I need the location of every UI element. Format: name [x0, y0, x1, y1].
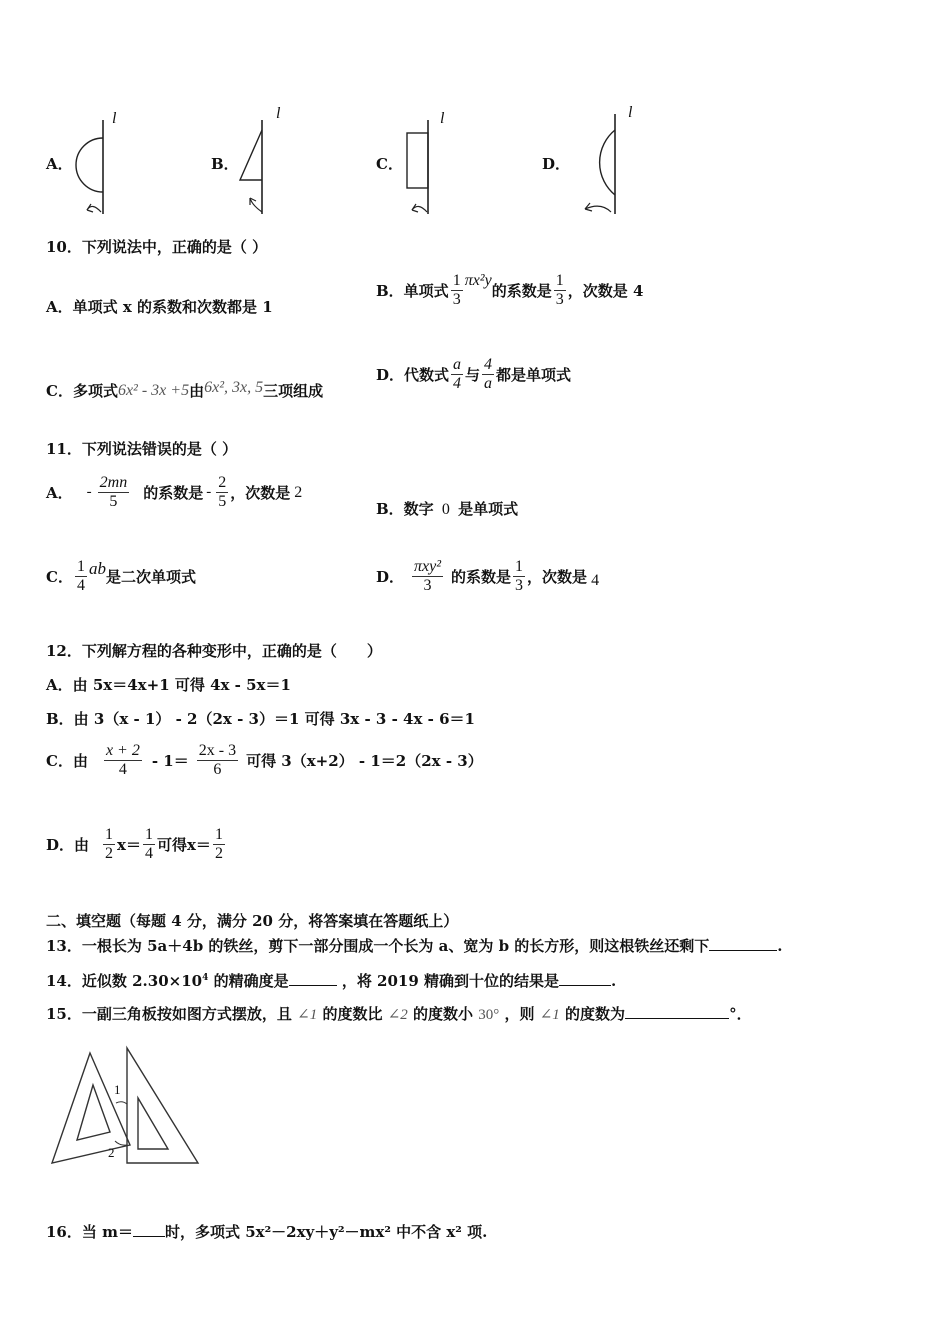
axis-label-c: l: [440, 110, 445, 127]
fraction: $\frac{1}{2}$: [105, 826, 114, 863]
q12-option-c: C．由 $\frac{x + 2}{4}$ - 1＝ $\frac{2x - 3}{6}$ 可得 3（x+2） - 1＝2（2x - 3）: [46, 742, 483, 779]
q11-option-c: C． $\frac{1}{4}$ ab 是二次单项式: [46, 558, 196, 595]
axis-label-d: l: [628, 104, 633, 121]
semicircle-rotation-figure: [70, 110, 140, 220]
fraction: $\frac{2}{5}$: [218, 474, 227, 511]
q11-option-b: B．数字 0 是单项式: [376, 500, 519, 518]
option-b-label: B．: [211, 155, 239, 173]
q12-option-a: A．由 5x＝4x+1 可得 4x - 5x＝1: [46, 676, 291, 694]
q11-stem: 11．下列说法错误的是（ ）: [46, 440, 238, 458]
q10-option-a: A．单项式 x 的系数和次数都是 1: [46, 298, 273, 316]
triangle-outer-left: [52, 1053, 130, 1163]
axis-label-b: l: [276, 105, 281, 122]
fraction: $\frac{2mn}{5}$: [99, 474, 128, 511]
fraction: $\frac{\text{πxy²}}{3}$: [414, 558, 442, 595]
q11-option-a: A． - $\frac{2mn}{5}$ 的系数是 - $\frac{2}{5}$ ，次数是 2: [46, 474, 303, 511]
set-squares-figure: [50, 1045, 210, 1170]
fraction: $\frac{1}{3}$: [555, 272, 564, 309]
section-heading: 二、填空题（每题 4 分，满分 20 分，将答案填在答题纸上）: [46, 912, 459, 930]
fraction: $\frac{a}{4}$: [453, 356, 462, 393]
large-semicircle-rotation-figure: [565, 106, 645, 218]
answer-blank[interactable]: [289, 973, 337, 986]
q10-option-c: C．多项式 6x² - 3x +5 由 6x², 3x, 5 三项组成: [46, 378, 324, 400]
answer-blank[interactable]: [559, 973, 611, 986]
q16: 16．当 m＝ 时，多项式 5x²－2xy＋y²－mx² 中不含 x² 项.: [46, 1223, 488, 1241]
fraction: $\frac{1}{4}$: [76, 558, 85, 595]
fraction: $\frac{1}{2}$: [214, 826, 223, 863]
answer-blank[interactable]: [133, 1224, 165, 1237]
option-c-label: C．: [376, 155, 403, 173]
q13: 13．一根长为 5a＋4b 的铁丝，剪下一部分围成一个长为 a、宽为 b 的长方形，则这根铁丝还剩下 .: [46, 937, 783, 955]
triangle-rotation-figure: [232, 110, 302, 220]
fraction: $\frac{4}{a}$: [484, 356, 493, 393]
fraction: $\frac{1}{4}$: [144, 826, 153, 863]
q10-option-d: D．代数式 $\frac{a}{4}$ 与 $\frac{4}{a}$ 都是单项式: [376, 356, 572, 393]
angle-label-1: 1: [114, 1082, 121, 1097]
q14: 14．近似数 $2.30\times 10^4$ 的精确度是 ，将 2019 精确到十位的结果是 .: [46, 972, 617, 990]
answer-blank[interactable]: [625, 1006, 729, 1019]
axis-label-a: l: [112, 110, 117, 127]
fraction: $\frac{x + 2}{4}$: [105, 742, 140, 779]
fraction: $\frac{2x - 3}{6}$: [198, 742, 237, 779]
triangle-inner-left: [77, 1085, 110, 1140]
q10-stem: 10．下列说法中，正确的是（ ）: [46, 238, 268, 256]
fraction: $\frac{1}{3}$: [515, 558, 524, 595]
angle-label-2: 2: [108, 1145, 115, 1160]
q11-option-d: D． $\frac{\text{πxy²}}{3}$ 的系数是 $\frac{1}{3}$ ，次数是 4: [376, 558, 600, 595]
q12-option-d: D．由 $\frac{1}{2}$ x＝ $\frac{1}{4}$ 可得 x＝ $\frac{1}{2}$: [46, 826, 223, 863]
q15: 15．一副三角板按如图方式摆放，且 ∠1 的度数比 ∠2 的度数小 30° ，则 ∠1 的度数为 °．: [46, 1005, 752, 1023]
q12-stem: 12．下列解方程的各种变形中，正确的是（ ）: [46, 642, 382, 660]
option-d-label: D．: [542, 155, 571, 173]
q10-option-b: B．单项式 $\frac{1}{3}$ πx²y 的系数是 $\frac{1}{3}$ ，次数是 4: [376, 271, 644, 309]
fraction: $\frac{1}{3}$: [452, 272, 461, 309]
rectangle-rotation-figure: [398, 110, 468, 220]
triangle-inner-right: [138, 1098, 168, 1149]
option-a-label: A．: [46, 155, 73, 173]
answer-blank[interactable]: [709, 938, 777, 951]
q12-option-b: B．由 3（x - 1） - 2（2x - 3）＝1 可得 3x - 3 - 4x - 6＝1: [46, 710, 475, 728]
